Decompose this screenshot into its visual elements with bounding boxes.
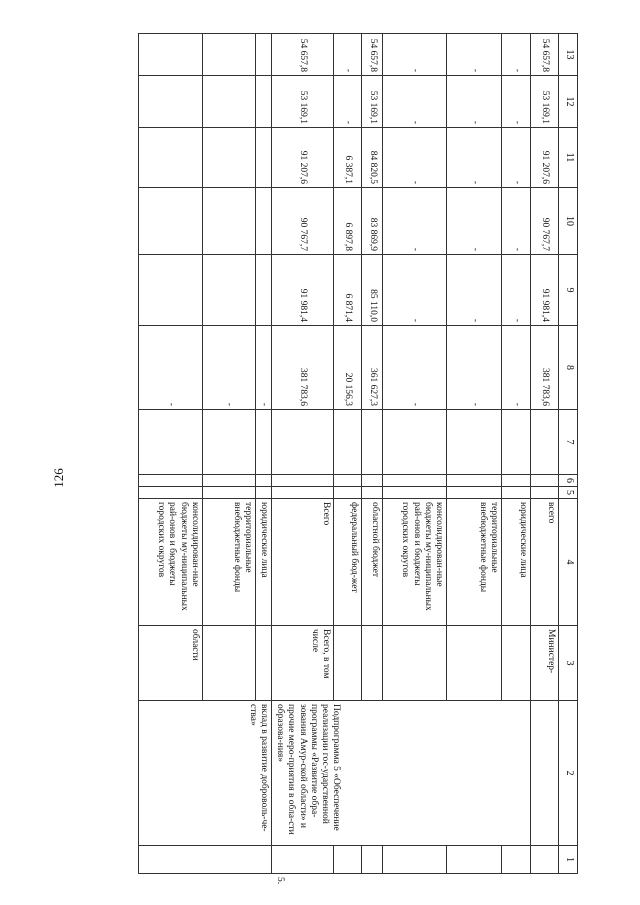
value-cell	[255, 255, 271, 326]
value-cell: -	[334, 34, 362, 76]
value-cell: 91 981,4	[531, 255, 559, 326]
empty-cell	[447, 475, 502, 487]
value-cell: -	[202, 326, 255, 410]
value-cell: -	[447, 188, 502, 255]
empty-cell	[138, 410, 202, 475]
empty-cell	[362, 410, 383, 475]
value-cell: 91 207,6	[531, 128, 559, 188]
header-cell: 4	[559, 499, 578, 626]
value-cell	[255, 76, 271, 128]
empty-cell	[502, 846, 531, 874]
empty-cell	[383, 410, 447, 475]
empty-cell	[272, 410, 334, 475]
empty-cell	[138, 846, 271, 874]
empty-cell	[334, 626, 362, 701]
value-cell: -	[138, 326, 202, 410]
value-cell	[202, 255, 255, 326]
empty-cell	[334, 410, 362, 475]
value-cell: 53 169,1	[272, 76, 334, 128]
value-cell	[138, 34, 202, 76]
source-cell: консолидирован-ные бюджеты му-ниципальных рай-онов и бюджеты городских округов	[383, 499, 447, 626]
empty-cell	[272, 475, 334, 487]
executor-cell: Министер-	[531, 626, 559, 701]
value-cell	[255, 188, 271, 255]
empty-cell	[447, 410, 502, 475]
empty-cell	[502, 487, 531, 499]
header-cell: 12	[559, 76, 578, 128]
executor-cell: Всего, в том числе	[272, 626, 334, 701]
empty-cell	[383, 487, 447, 499]
empty-cell	[334, 846, 362, 874]
table-header-row	[559, 34, 578, 874]
value-cell	[138, 255, 202, 326]
value-cell: 6 871,4	[334, 255, 362, 326]
value-cell: -	[447, 76, 502, 128]
value-cell	[202, 76, 255, 128]
empty-cell	[272, 487, 334, 499]
budget-table	[138, 33, 578, 885]
value-cell: -	[383, 255, 447, 326]
empty-cell	[502, 410, 531, 475]
value-cell: 381 783,6	[272, 326, 334, 410]
value-cell	[255, 34, 271, 76]
value-cell: -	[383, 188, 447, 255]
empty-cell	[502, 475, 531, 487]
empty-cell	[531, 846, 559, 874]
header-cell: 5	[559, 487, 578, 499]
value-cell: 85 110,0	[362, 255, 383, 326]
value-cell	[138, 128, 202, 188]
table-row	[255, 34, 271, 874]
activity-cell: вклад в развитие доброволь-че-ства»	[138, 701, 271, 846]
value-cell: 83 869,9	[362, 188, 383, 255]
value-cell: -	[383, 326, 447, 410]
value-cell: 54 657,8	[362, 34, 383, 76]
empty-cell	[362, 626, 383, 701]
header-cell: 10	[559, 188, 578, 255]
empty-cell	[255, 475, 271, 487]
empty-cell	[334, 487, 362, 499]
value-cell: -	[502, 128, 531, 188]
source-cell: юридические лица	[255, 499, 271, 626]
empty-cell	[502, 626, 531, 701]
value-cell: 84 820,5	[362, 128, 383, 188]
header-cell: 1	[559, 846, 578, 874]
value-cell: -	[502, 34, 531, 76]
value-cell: 91 207,6	[272, 128, 334, 188]
empty-cell	[202, 626, 255, 701]
value-cell: -	[255, 326, 271, 410]
value-cell: -	[447, 326, 502, 410]
value-cell: -	[502, 255, 531, 326]
header-cell: 11	[559, 128, 578, 188]
empty-cell	[383, 475, 447, 487]
source-cell: федеральный бюд-жет	[334, 499, 362, 626]
source-cell: территориальные внебюджетные фонды	[202, 499, 255, 626]
value-cell	[138, 188, 202, 255]
executor-cell: области	[138, 626, 202, 701]
value-cell: 361 627,3	[362, 326, 383, 410]
empty-cell	[255, 626, 271, 701]
value-cell: -	[447, 128, 502, 188]
empty-cell	[383, 626, 447, 701]
value-cell: -	[502, 76, 531, 128]
source-cell: областной бюджет	[362, 499, 383, 626]
value-cell: -	[334, 76, 362, 128]
value-cell: 91 981,4	[272, 255, 334, 326]
header-cell: 7	[559, 410, 578, 475]
value-cell	[202, 34, 255, 76]
empty-cell	[447, 626, 502, 701]
source-cell: Всего	[272, 499, 334, 626]
value-cell: -	[383, 76, 447, 128]
subprogram-cell: Подпрограмма 5 «Обеспечение реализации гос-ударственной программы «Развитие обра-зования Амур-ской области» и прочие меро-приятия в обла-сти образова-ния»	[272, 701, 531, 846]
header-cell: 9	[559, 255, 578, 326]
value-cell: 53 169,1	[362, 76, 383, 128]
page-number: 126	[50, 468, 66, 488]
table-row	[502, 34, 531, 874]
table-row	[531, 34, 559, 874]
rotated-table-container	[128, 33, 578, 885]
value-cell: -	[447, 255, 502, 326]
source-cell: всего	[531, 499, 559, 626]
value-cell: 90 767,7	[531, 188, 559, 255]
empty-cell	[383, 846, 447, 874]
empty-cell	[202, 410, 255, 475]
empty-cell	[255, 487, 271, 499]
value-cell	[138, 76, 202, 128]
value-cell	[255, 128, 271, 188]
empty-cell	[531, 410, 559, 475]
value-cell: 53 169,1	[531, 76, 559, 128]
value-cell: 6 897,8	[334, 188, 362, 255]
empty-cell	[138, 475, 202, 487]
empty-cell	[202, 487, 255, 499]
header-cell: 8	[559, 326, 578, 410]
header-cell: 3	[559, 626, 578, 701]
value-cell	[202, 128, 255, 188]
value-cell: -	[383, 34, 447, 76]
source-cell: территориальные внебюджетные фонды	[447, 499, 502, 626]
empty-cell	[255, 410, 271, 475]
value-cell: -	[502, 326, 531, 410]
value-cell: -	[447, 34, 502, 76]
source-cell: консолидирован-ные бюджеты му-ниципальных рай-онов и бюджеты городских округов	[138, 499, 202, 626]
value-cell: 6 387,1	[334, 128, 362, 188]
empty-cell	[531, 701, 559, 846]
empty-cell	[531, 475, 559, 487]
value-cell: -	[502, 188, 531, 255]
empty-cell	[362, 487, 383, 499]
empty-cell	[362, 846, 383, 874]
value-cell	[202, 188, 255, 255]
value-cell: 20 156,3	[334, 326, 362, 410]
value-cell: -	[383, 128, 447, 188]
empty-cell	[202, 475, 255, 487]
empty-cell	[447, 846, 502, 874]
empty-cell	[334, 475, 362, 487]
table-row: 54 657,8 53 169,1 91 207,6 90 767,7 91 981,4 381 783,6 Всего Всего, в том числе 5.	[272, 34, 334, 874]
empty-cell	[531, 487, 559, 499]
header-cell: 2	[559, 701, 578, 846]
value-cell: 381 783,6	[531, 326, 559, 410]
header-cell: 13	[559, 34, 578, 76]
empty-cell	[447, 487, 502, 499]
header-cell: 6	[559, 475, 578, 487]
empty-cell	[272, 846, 334, 874]
empty-cell	[138, 487, 202, 499]
value-cell: 54 657,8	[272, 34, 334, 76]
source-cell: юридические лица	[502, 499, 531, 626]
empty-cell	[362, 475, 383, 487]
value-cell: 54 657,8	[531, 34, 559, 76]
value-cell: 90 767,7	[272, 188, 334, 255]
